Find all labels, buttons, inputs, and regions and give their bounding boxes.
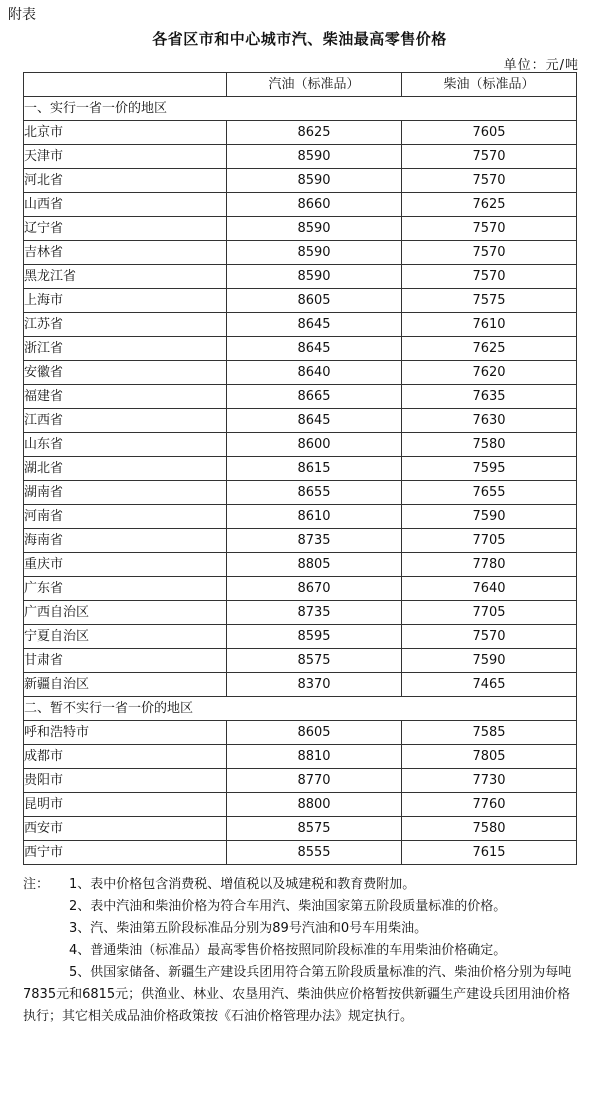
- note-item: 4、普通柴油（标准品）最高零售价格按照同阶段标准的车用柴油价格确定。: [69, 943, 507, 958]
- region-name: 昆明市: [24, 793, 227, 817]
- table-row: [24, 745, 577, 769]
- diesel-price: 7730: [402, 769, 577, 793]
- diesel-price: 7595: [402, 457, 577, 481]
- note-item: 5、供国家储备、新疆生产建设兵团用符合第五阶段质量标准的汽、柴油价格分别为每吨7835元和6815元；供渔业、林业、农垦用汽、柴油供应价格暂按供新疆生产建设兵团用油价格执行；其它相关成品油价格政策按《石油价格管理办法》规定执行。: [23, 965, 572, 1024]
- diesel-price: 7605: [402, 121, 577, 145]
- notes-label: 注：: [23, 877, 50, 892]
- region-name: 甘肃省: [24, 649, 227, 673]
- table-row: [24, 601, 577, 625]
- region-name: 海南省: [24, 529, 227, 553]
- diesel-price: 7590: [402, 505, 577, 529]
- region-name: 福建省: [24, 385, 227, 409]
- header-diesel: 柴油（标准品）: [402, 73, 577, 97]
- region-name: 重庆市: [24, 553, 227, 577]
- note-line-1: [23, 874, 576, 896]
- diesel-price: 7705: [402, 601, 577, 625]
- table-row: [24, 457, 577, 481]
- region-name: 呼和浩特市: [24, 721, 227, 745]
- table-row: [24, 529, 577, 553]
- diesel-price: 7705: [402, 529, 577, 553]
- header-region: [24, 73, 227, 97]
- gasoline-price: 8660: [227, 193, 402, 217]
- table-row: [24, 361, 577, 385]
- gasoline-price: 8575: [227, 817, 402, 841]
- diesel-price: 7580: [402, 433, 577, 457]
- region-name: 贵阳市: [24, 769, 227, 793]
- gasoline-price: 8590: [227, 265, 402, 289]
- table-row: [24, 169, 577, 193]
- diesel-price: 7570: [402, 241, 577, 265]
- table-row: [24, 193, 577, 217]
- table-row: [24, 385, 577, 409]
- gasoline-price: 8805: [227, 553, 402, 577]
- region-name: 江西省: [24, 409, 227, 433]
- diesel-price: 7625: [402, 337, 577, 361]
- region-name: 浙江省: [24, 337, 227, 361]
- table-row: [24, 793, 577, 817]
- table-row: [24, 145, 577, 169]
- table-row: [24, 817, 577, 841]
- diesel-price: 7570: [402, 145, 577, 169]
- region-name: 河北省: [24, 169, 227, 193]
- diesel-price: 7625: [402, 193, 577, 217]
- gasoline-price: 8600: [227, 433, 402, 457]
- region-name: 上海市: [24, 289, 227, 313]
- region-name: 安徽省: [24, 361, 227, 385]
- gasoline-price: 8645: [227, 337, 402, 361]
- gasoline-price: 8590: [227, 145, 402, 169]
- table-row: [24, 313, 577, 337]
- region-name: 广东省: [24, 577, 227, 601]
- region-name: 山西省: [24, 193, 227, 217]
- gasoline-price: 8625: [227, 121, 402, 145]
- section-row: [24, 97, 577, 121]
- page-title: 各省区市和中心城市汽、柴油最高零售价格: [152, 30, 447, 48]
- gasoline-price: 8370: [227, 673, 402, 697]
- diesel-price: 7570: [402, 265, 577, 289]
- diesel-price: 7570: [402, 169, 577, 193]
- note-item: 2、表中汽油和柴油价格为符合车用汽、柴油国家第五阶段质量标准的价格。: [69, 899, 507, 914]
- diesel-price: 7630: [402, 409, 577, 433]
- table-row: [24, 265, 577, 289]
- diesel-price: 7655: [402, 481, 577, 505]
- diesel-price: 7590: [402, 649, 577, 673]
- table-row: [24, 673, 577, 697]
- diesel-price: 7760: [402, 793, 577, 817]
- appendix-label: 附表: [8, 7, 36, 23]
- region-name: 黑龙江省: [24, 265, 227, 289]
- diesel-price: 7585: [402, 721, 577, 745]
- region-name: 山东省: [24, 433, 227, 457]
- diesel-price: 7780: [402, 553, 577, 577]
- section-label: 二、暂不实行一省一价的地区: [24, 697, 577, 721]
- region-name: 吉林省: [24, 241, 227, 265]
- diesel-price: 7580: [402, 817, 577, 841]
- table-row: [24, 409, 577, 433]
- diesel-price: 7570: [402, 217, 577, 241]
- table-row: [24, 217, 577, 241]
- gasoline-price: 8800: [227, 793, 402, 817]
- region-name: 湖南省: [24, 481, 227, 505]
- gasoline-price: 8605: [227, 289, 402, 313]
- section-label: 一、实行一省一价的地区: [24, 97, 577, 121]
- notes: [23, 874, 576, 1028]
- section-row: [24, 697, 577, 721]
- note-item: 3、汽、柴油第五阶段标准品分别为89号汽油和0号车用柴油。: [69, 921, 428, 936]
- gasoline-price: 8735: [227, 529, 402, 553]
- diesel-price: 7640: [402, 577, 577, 601]
- table-row: [24, 721, 577, 745]
- table-row: [24, 241, 577, 265]
- table-row: [24, 121, 577, 145]
- unit-label: 单位：元/吨: [503, 58, 579, 73]
- diesel-price: 7610: [402, 313, 577, 337]
- price-table: [23, 72, 577, 865]
- table-row: [24, 769, 577, 793]
- diesel-price: 7620: [402, 361, 577, 385]
- diesel-price: 7570: [402, 625, 577, 649]
- table-row: [24, 289, 577, 313]
- header-gasoline: 汽油（标准品）: [227, 73, 402, 97]
- diesel-price: 7805: [402, 745, 577, 769]
- table-row: [24, 625, 577, 649]
- region-name: 河南省: [24, 505, 227, 529]
- table-header-row: [24, 73, 577, 97]
- table-row: [24, 481, 577, 505]
- gasoline-price: 8590: [227, 169, 402, 193]
- table-row: [24, 649, 577, 673]
- gasoline-price: 8735: [227, 601, 402, 625]
- gasoline-price: 8605: [227, 721, 402, 745]
- gasoline-price: 8590: [227, 241, 402, 265]
- gasoline-price: 8655: [227, 481, 402, 505]
- gasoline-price: 8615: [227, 457, 402, 481]
- table-row: [24, 505, 577, 529]
- region-name: 北京市: [24, 121, 227, 145]
- diesel-price: 7615: [402, 841, 577, 865]
- note-text: 1、表中价格包含消费税、增值税以及城建税和教育费附加。: [69, 877, 416, 892]
- gasoline-price: 8645: [227, 313, 402, 337]
- gasoline-price: 8595: [227, 625, 402, 649]
- table-row: [24, 841, 577, 865]
- gasoline-price: 8645: [227, 409, 402, 433]
- gasoline-price: 8555: [227, 841, 402, 865]
- table-row: [24, 553, 577, 577]
- gasoline-price: 8770: [227, 769, 402, 793]
- region-name: 西安市: [24, 817, 227, 841]
- region-name: 广西自治区: [24, 601, 227, 625]
- region-name: 天津市: [24, 145, 227, 169]
- gasoline-price: 8670: [227, 577, 402, 601]
- gasoline-price: 8810: [227, 745, 402, 769]
- region-name: 新疆自治区: [24, 673, 227, 697]
- table-row: [24, 433, 577, 457]
- gasoline-price: 8665: [227, 385, 402, 409]
- gasoline-price: 8610: [227, 505, 402, 529]
- region-name: 成都市: [24, 745, 227, 769]
- table-row: [24, 577, 577, 601]
- region-name: 江苏省: [24, 313, 227, 337]
- region-name: 辽宁省: [24, 217, 227, 241]
- region-name: 宁夏自治区: [24, 625, 227, 649]
- region-name: 西宁市: [24, 841, 227, 865]
- gasoline-price: 8575: [227, 649, 402, 673]
- diesel-price: 7465: [402, 673, 577, 697]
- diesel-price: 7575: [402, 289, 577, 313]
- gasoline-price: 8640: [227, 361, 402, 385]
- table-row: [24, 337, 577, 361]
- region-name: 湖北省: [24, 457, 227, 481]
- diesel-price: 7635: [402, 385, 577, 409]
- gasoline-price: 8590: [227, 217, 402, 241]
